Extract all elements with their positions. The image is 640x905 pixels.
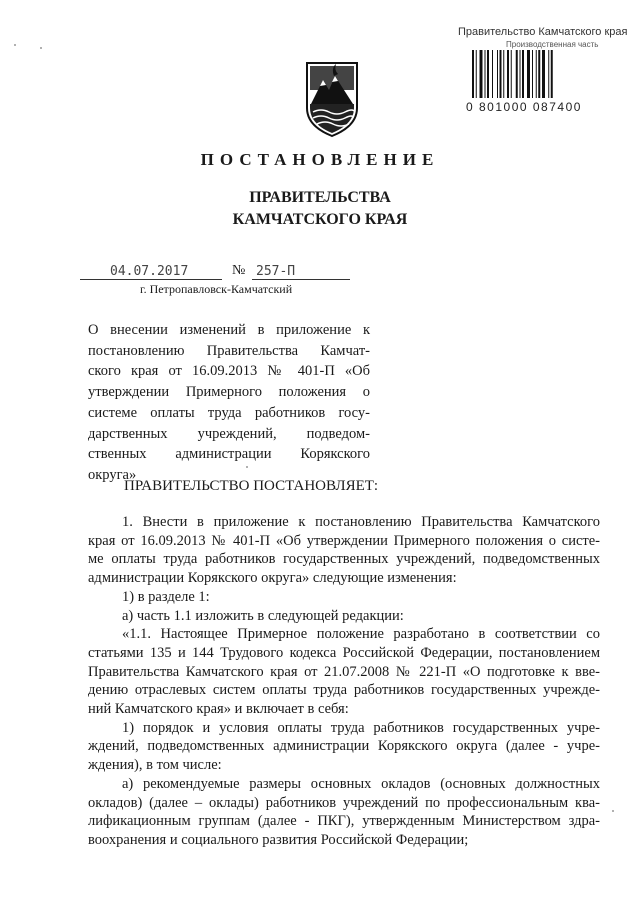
body-line: 1. Внести в приложение к постановлению Правительства Камчатского <box>122 514 600 530</box>
date-number-line <box>80 263 350 281</box>
subject-block <box>88 320 370 486</box>
body-line: ждений, подведомственных администрации Корякского округа (далее - учре- <box>88 738 600 755</box>
coat-of-arms-emblem <box>303 60 361 138</box>
body-line: лификационным группам (далее - ПКГ), утвержденным Министерством здра- <box>88 813 600 830</box>
subject-line: дарственных учреждений, подведом- <box>88 425 370 442</box>
document-city: г. Петропавловск-Камчатский <box>140 282 293 296</box>
body-line: а) часть 1.1 изложить в следующей редакции: <box>122 607 404 624</box>
subject-line: ственных администрации Корякского <box>88 446 370 463</box>
barcode <box>462 40 599 118</box>
body-line: окладов) (далее – оклады) работников учреждений по профессиональным ква- <box>88 794 600 811</box>
subject-line: округа» <box>88 466 137 483</box>
body-line: администрации Корякского округа» следующие изменения: <box>88 570 457 587</box>
issuer-block <box>0 187 640 231</box>
header-organization: Правительство Камчатского края <box>458 26 628 38</box>
body-text <box>88 513 600 850</box>
document-number: 257-П <box>256 264 296 279</box>
body-line: «1.1. Настоящее Примерное положение разработано в соответствии со <box>122 626 600 643</box>
body-line: края от 16.09.2013 № 401-П «Об утверждении Примерного положения о систе- <box>88 532 600 549</box>
issuer-line: ПРАВИТЕЛЬСТВА <box>249 189 391 206</box>
barcode-number: 0 801000 087400 <box>466 100 582 114</box>
body-line: ме оплаты труда работников государственных учреждений, подведомственных <box>88 551 600 568</box>
resolution-heading: ПРАВИТЕЛЬСТВО ПОСТАНОВЛЯЕТ: <box>124 478 379 494</box>
body-line: 1) порядок и условия оплаты труда работников государственных учре- <box>122 719 600 736</box>
body-line: а) рекомендуемые размеры основных окладов (основных должностных <box>122 775 600 792</box>
barcode-caption: Производственная часть <box>506 40 599 49</box>
body-line: дению отраслевых систем оплаты труда работников государственных учрежде- <box>88 682 600 699</box>
subject-line: О внесении изменений в приложение к <box>88 322 370 338</box>
body-line: статьями 135 и 144 Трудового кодекса Российской Федерации, постановлением <box>88 644 600 661</box>
barcode-bars <box>472 50 584 98</box>
subject-line: утверждении Примерного положения о <box>88 384 370 401</box>
number-sign: № <box>232 263 246 278</box>
body-line: ний Камчатского края» и включает в себя: <box>88 701 349 718</box>
document-type-title: ПОСТАНОВЛЕНИЕ <box>200 150 440 169</box>
subject-line: системе оплаты труда работников госу- <box>88 404 370 421</box>
issuer-line: КАМЧАТСКОГО КРАЯ <box>232 211 408 228</box>
subject-line: ского края от 16.09.2013 № 401-П «Об <box>88 363 370 380</box>
body-line: Правительства Камчатского края от 21.07.2008 № 221-П «О подготовке к вве- <box>88 663 600 680</box>
body-line: 1) в разделе 1: <box>122 588 210 605</box>
body-line: ждения), в том числе: <box>88 757 222 774</box>
document-date: 04.07.2017 <box>110 264 189 279</box>
subject-line: постановлению Правительства Камчат- <box>88 342 370 359</box>
body-line: воохранения и социального развития Российской Федерации; <box>88 831 469 848</box>
